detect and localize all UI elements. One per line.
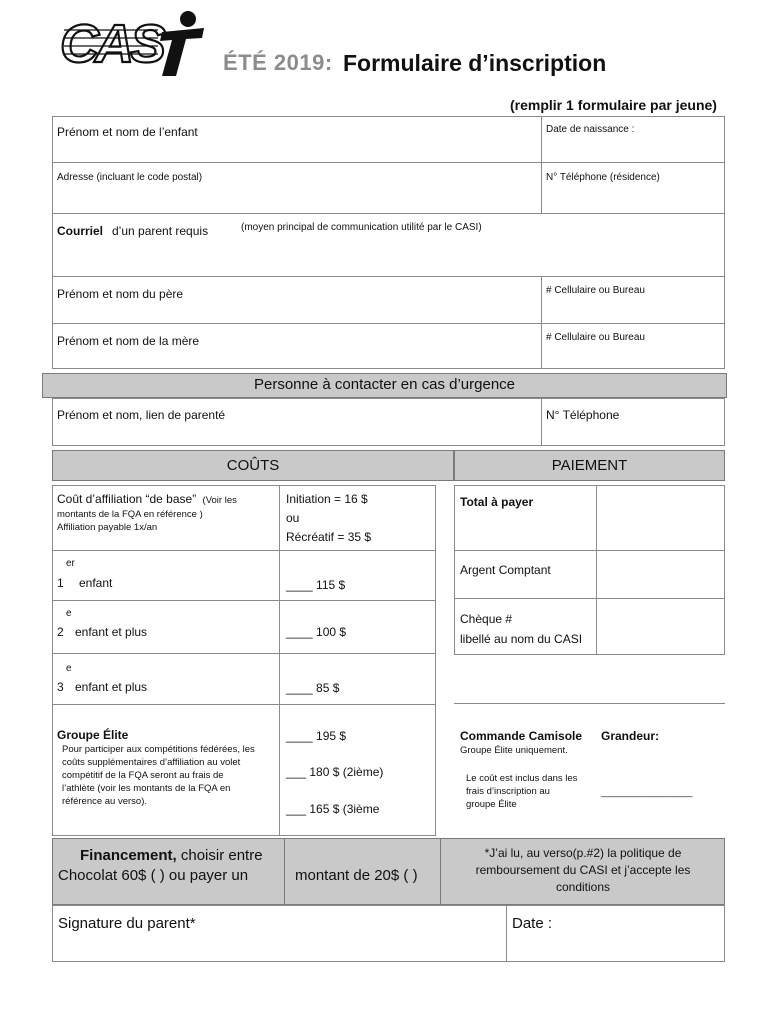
elite-desc-3: compétitif de la FQA seront au frais de	[62, 770, 224, 781]
mother-phone-field[interactable]: # Cellulaire ou Bureau	[546, 332, 645, 343]
total-label: Total à payer	[460, 495, 534, 509]
base-affiliation-note-c: Affiliation payable 1x/an	[57, 522, 158, 533]
emergency-table	[52, 398, 725, 446]
camisole-incl-3: groupe Élite	[466, 799, 517, 810]
elite-desc-1: Pour participer aux compétitions fédérées, les	[62, 744, 255, 755]
camisole-incl-2: frais d’inscription au	[466, 786, 550, 797]
second-child-num: 2	[57, 625, 64, 639]
payment-heading: PAIEMENT	[551, 457, 628, 474]
home-phone-field[interactable]: N° Téléphone (résidence)	[546, 172, 660, 183]
base-affiliation-note-a: (Voir les	[202, 495, 237, 506]
third-child-price[interactable]: ____ 85 $	[286, 681, 340, 695]
initiation-price: Initiation = 16 $	[286, 492, 368, 506]
policy-line-1: *J’ai lu, au verso(p.#2) la politique de	[484, 846, 682, 860]
birth-date-field[interactable]: Date de naissance :	[546, 124, 635, 135]
father-phone-field[interactable]: # Cellulaire ou Bureau	[546, 285, 645, 296]
page-title: Formulaire d’inscription	[343, 50, 607, 76]
email-label: Courriel	[57, 224, 104, 238]
policy-line-3: conditions	[555, 880, 611, 894]
cheque-payee: libellé au nom du CASI	[460, 632, 583, 646]
financing-title: Financement,	[80, 847, 177, 864]
second-child-sup: e	[66, 608, 72, 619]
second-child-price[interactable]: ____ 100 $	[286, 625, 347, 639]
first-child-num: 1	[57, 576, 64, 590]
email-note: (moyen principal de communication utilité par le CASI)	[241, 222, 482, 233]
father-name-field[interactable]: Prénom et nom du père	[57, 287, 184, 301]
total-amount-field[interactable]	[597, 486, 724, 549]
signature-table	[52, 905, 725, 962]
address-field[interactable]: Adresse (incluant le code postal)	[57, 172, 203, 183]
elite-price-1[interactable]: ____ 195 $	[286, 729, 347, 743]
or-label: ou	[286, 511, 300, 525]
first-child-label: enfant	[79, 576, 113, 590]
first-child-sup: er	[66, 558, 75, 569]
cheque-label: Chèque #	[460, 612, 513, 626]
mother-name-field[interactable]: Prénom et nom de la mère	[57, 334, 200, 348]
elite-price-2[interactable]: ___ 180 $ (2ième)	[286, 765, 384, 779]
casi-logo-graphic	[58, 8, 208, 80]
size-input[interactable]: ___________________	[601, 787, 692, 798]
policy-line-2: remboursement du CASI et j’accepte les	[475, 863, 691, 877]
cash-label: Argent Comptant	[460, 563, 551, 577]
emergency-heading: Personne à contacter en cas d’urgence	[254, 376, 515, 393]
camisole-note: Groupe Élite uniquement.	[460, 745, 568, 756]
third-child-num: 3	[57, 680, 64, 694]
costs-heading: COÛTS	[226, 457, 280, 474]
child-name-field[interactable]: Prénom et nom de l’enfant	[57, 125, 198, 139]
emergency-name-field[interactable]: Prénom et nom, lien de parenté	[57, 408, 226, 422]
cheque-amount-field[interactable]	[597, 599, 724, 654]
cash-amount-field[interactable]	[597, 551, 724, 597]
base-affiliation-note-b: montants de la FQA en référence )	[57, 509, 203, 520]
elite-desc-5: référence au verso).	[62, 796, 148, 807]
svg-text:CAS: CAS	[60, 14, 163, 74]
recreatif-price: Récréatif = 35 $	[286, 530, 372, 544]
financing-amount-option[interactable]: montant de 20$ ( )	[295, 867, 418, 884]
elite-desc-4: l’athlète (voir les montants de la FQA en	[62, 783, 231, 794]
form-note: (remplir 1 formulaire par jeune)	[510, 97, 717, 113]
emergency-phone-field[interactable]: N° Téléphone	[546, 408, 620, 422]
financing-chocolate-option[interactable]: Chocolat 60$ ( ) ou payer un	[58, 867, 249, 884]
size-label: Grandeur:	[601, 729, 660, 743]
base-affiliation-title: Coût d’affiliation “de base”	[57, 492, 197, 506]
signature-date-field[interactable]: Date :	[512, 915, 553, 932]
casi-logo	[58, 8, 208, 80]
base-affiliation-label	[57, 492, 237, 508]
email-field[interactable]: d’un parent requis	[112, 224, 209, 238]
elite-title: Groupe Élite	[57, 728, 129, 742]
second-child-label: enfant et plus	[75, 625, 148, 639]
parent-signature-field[interactable]: Signature du parent*	[58, 915, 196, 932]
elite-price-3[interactable]: ___ 165 $ (3ième	[286, 802, 380, 816]
refund-policy-ack[interactable]	[441, 845, 725, 896]
camisole-title: Commande Camisole	[460, 729, 583, 743]
first-child-price[interactable]: ____ 115 $	[286, 578, 346, 592]
financing-choose: choisir entre	[176, 847, 263, 864]
elite-desc-2: coûts supplémentaires d’affiliation au volet	[62, 757, 241, 768]
third-child-label: enfant et plus	[75, 680, 148, 694]
camisole-incl-1: Le coût est inclus dans les	[466, 773, 578, 784]
financing-line-1	[80, 847, 263, 864]
third-child-sup: e	[66, 663, 72, 674]
season-label: ÉTÉ 2019:	[223, 50, 333, 75]
